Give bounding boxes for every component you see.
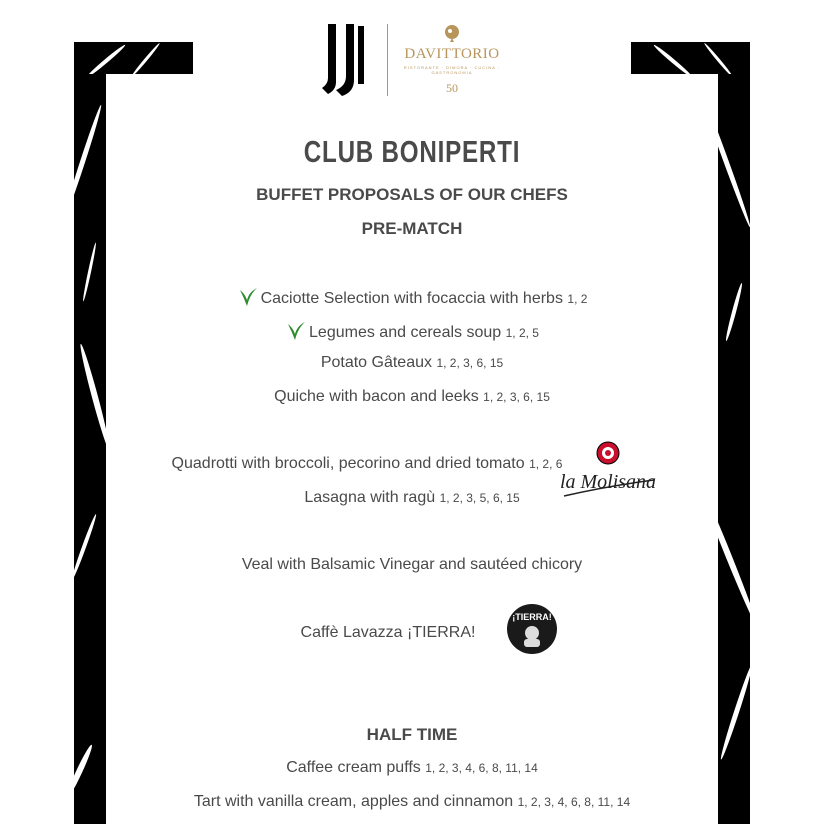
vegetarian-leaf-icon: [285, 320, 307, 342]
davittorio-logo: [402, 24, 502, 98]
menu-item: [0, 759, 824, 777]
menu-item-allergens: 1, 2, 6: [529, 457, 563, 471]
menu-item-allergens: 1, 2, 3, 4, 6, 8, 11, 14: [425, 761, 538, 775]
page-title: CLUB BONIPERTI: [303, 134, 521, 169]
menu-item-name: Quadrotti with broccoli, pecorino and dried tomato: [171, 455, 525, 472]
half-time-heading: HALF TIME: [366, 725, 458, 744]
header-logos: [0, 22, 824, 102]
davittorio-name: DAVITTORIO: [404, 46, 500, 62]
davittorio-emblem-icon: [443, 24, 461, 42]
vegetarian-leaf-icon: [237, 286, 259, 308]
menu-item: [0, 388, 824, 406]
page-subtitle: BUFFET PROPOSALS OF OUR CHEFS: [256, 185, 568, 204]
lavazza-tierra-logo: [506, 603, 558, 655]
menu-item: [0, 556, 824, 574]
menu-item-name: Caciotte Selection with focaccia with herbs: [260, 290, 563, 307]
pre-match-heading: PRE-MATCH: [361, 219, 463, 238]
menu-item-name: Caffè Lavazza ¡TIERRA!: [300, 624, 476, 641]
menu-item-name: Lasagna with ragù: [304, 489, 436, 506]
menu-item-allergens: 1, 2: [567, 292, 588, 306]
menu-item: [0, 793, 824, 811]
menu-item-name: Quiche with bacon and leeks: [274, 388, 479, 405]
la-molisana-logo: [558, 440, 658, 504]
juventus-logo: [318, 24, 370, 96]
menu-item-name: Legumes and cereals soup: [309, 324, 502, 341]
tierra-wordmark: ¡TIERRA!: [512, 612, 552, 622]
menu-item-allergens: 1, 2, 3, 4, 6, 8, 11, 14: [517, 795, 631, 809]
davittorio-subtitle: RISTORANTE · DIMORA · CUCINA · GASTRONOMIA: [403, 65, 501, 75]
davittorio-years: 50: [446, 81, 458, 95]
menu-item-name: Caffee cream puffs: [286, 759, 421, 776]
logo-divider: [387, 24, 388, 96]
menu-item: [0, 624, 800, 642]
menu-item-allergens: 1, 2, 3, 6, 15: [436, 356, 504, 370]
menu-item-allergens: 1, 2, 3, 6, 15: [483, 390, 550, 404]
menu-item-name: Tart with vanilla cream, apples and cinnamon: [193, 793, 514, 810]
menu-item: [0, 455, 779, 473]
menu-item-allergens: 1, 2, 5: [505, 326, 539, 340]
menu-item-name: Veal with Balsamic Vinegar and sautéed chicory: [241, 556, 583, 573]
menu-item: [0, 286, 824, 308]
menu-item: [0, 320, 824, 342]
menu-item: [0, 354, 824, 372]
menu-item: [0, 489, 824, 507]
menu-item-allergens: 1, 2, 3, 5, 6, 15: [439, 491, 520, 505]
molisana-wordmark: la Molisana: [559, 471, 657, 493]
menu-item-name: Potato Gâteaux: [320, 354, 432, 371]
